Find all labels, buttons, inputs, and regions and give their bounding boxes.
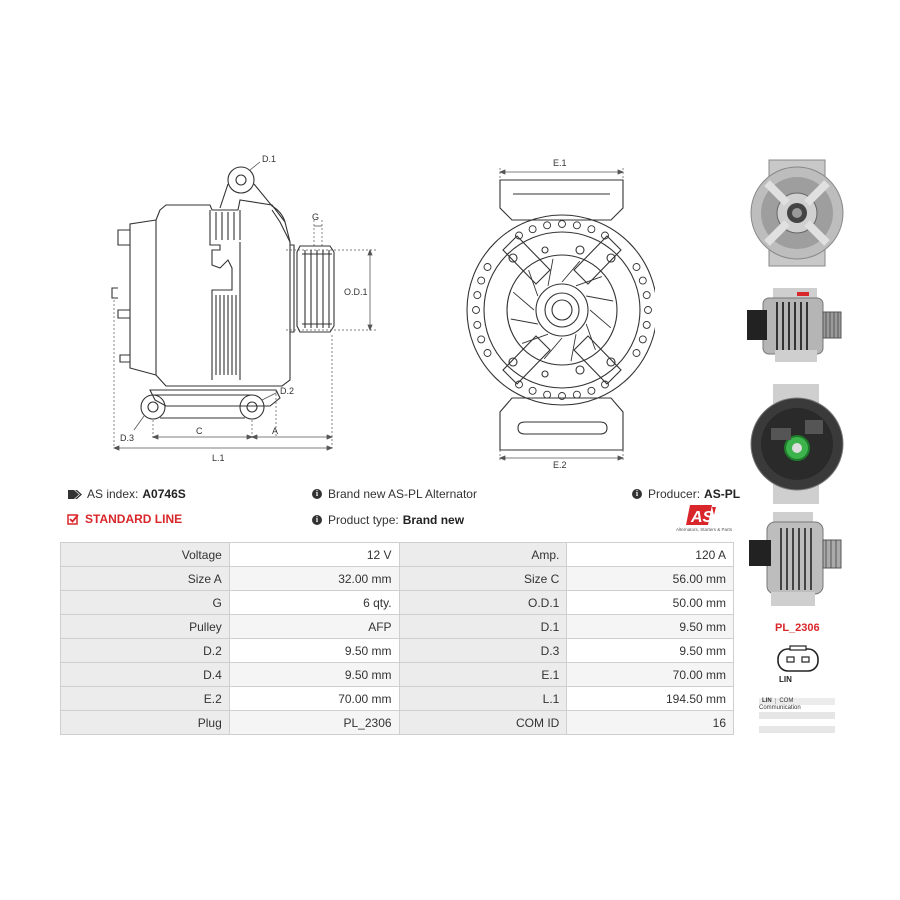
- vent-hole: [643, 321, 650, 328]
- com-text: COM Communication: [759, 698, 801, 711]
- vent-hole: [588, 387, 595, 394]
- spec-label: Pulley: [61, 615, 230, 639]
- table-row: [61, 663, 734, 687]
- spec-value: AFP: [229, 615, 399, 639]
- vent-hole: [478, 336, 485, 343]
- spec-value: 16: [567, 711, 734, 735]
- spec-label: Size C: [399, 567, 567, 591]
- spec-value: 194.50 mm: [567, 687, 734, 711]
- as-index-label: AS index:: [87, 487, 139, 501]
- vent-hole: [473, 307, 480, 314]
- dim-label-od1: O.D.1: [344, 287, 368, 297]
- vent-hole: [588, 226, 595, 233]
- standard-line-text: STANDARD LINE: [85, 512, 183, 526]
- spec-value: 6 qty.: [229, 591, 399, 615]
- fan-blade: [522, 334, 548, 343]
- spec-value: 70.00 mm: [567, 663, 734, 687]
- side-view-drawing: [100, 150, 380, 465]
- standard-line: [67, 512, 182, 526]
- product-type: [312, 513, 464, 527]
- fan-blade: [586, 296, 613, 301]
- as-logo-text: AS: [691, 509, 714, 526]
- vent-hole: [484, 264, 491, 271]
- table-row: [61, 567, 734, 591]
- spec-label: D.3: [399, 639, 567, 663]
- dim-label-l1: L.1: [212, 453, 225, 463]
- spec-value: 9.50 mm: [567, 615, 734, 639]
- as-index-value: A0746S: [142, 487, 186, 501]
- checkbox-icon: [67, 513, 79, 525]
- spec-label: Amp.: [399, 543, 567, 567]
- vent-hole: [645, 307, 652, 314]
- spec-value: 56.00 mm: [567, 567, 734, 591]
- fan-blade: [513, 292, 534, 310]
- spec-value: 120 A: [567, 543, 734, 567]
- spec-label: D.4: [61, 663, 230, 687]
- product-photo-angle: [747, 512, 847, 608]
- vent-hole: [639, 277, 646, 284]
- table-row: [61, 687, 734, 711]
- plug-connector-icon: [776, 645, 820, 675]
- vent-hole: [544, 222, 551, 229]
- spec-value: 12 V: [229, 543, 399, 567]
- front-view-drawing: [455, 150, 655, 470]
- vent-hole: [573, 391, 580, 398]
- spec-label: D.1: [399, 615, 567, 639]
- product-type-label: Product type:: [328, 513, 399, 527]
- as-index: [68, 487, 186, 501]
- vent-hole: [633, 264, 640, 271]
- brand-text: Brand new AS-PL Alternator: [328, 487, 477, 501]
- plug-name: PL_2306: [775, 622, 820, 634]
- fan-blade: [562, 261, 580, 282]
- vent-hole: [544, 391, 551, 398]
- fan-blade: [576, 277, 602, 286]
- plug-pin-label: LIN: [779, 675, 792, 684]
- info-icon: i: [632, 489, 642, 499]
- spec-value: PL_2306: [229, 711, 399, 735]
- fan-blade: [544, 338, 562, 359]
- com-row-1: [759, 698, 835, 711]
- dim-label-d3: D.3: [120, 433, 135, 443]
- info-icon: i: [312, 489, 322, 499]
- tag-icon: [68, 489, 82, 500]
- as-logo-mark: [668, 505, 738, 527]
- fan-blade: [590, 310, 611, 328]
- spec-value: 9.50 mm: [229, 663, 399, 687]
- vent-hole: [484, 350, 491, 357]
- spec-label: Voltage: [61, 543, 230, 567]
- spec-label: L.1: [399, 687, 567, 711]
- spec-label: E.2: [61, 687, 230, 711]
- com-row-2: [759, 712, 835, 719]
- spec-value: 70.00 mm: [229, 687, 399, 711]
- vent-hole: [633, 350, 640, 357]
- fan-blade: [548, 259, 553, 286]
- com-code: LIN: [759, 698, 776, 704]
- vent-hole: [559, 221, 566, 228]
- vent-hole: [573, 222, 580, 229]
- spec-value: 9.50 mm: [229, 639, 399, 663]
- table-row: [61, 711, 734, 735]
- vent-hole: [529, 387, 536, 394]
- product-photo-back: [747, 384, 847, 506]
- fan-blade: [571, 334, 576, 361]
- spec-label: G: [61, 591, 230, 615]
- spec-label: E.1: [399, 663, 567, 687]
- brand-info: [312, 487, 477, 501]
- table-row: [61, 543, 734, 567]
- as-logo-tagline: Alternators, Starters & Parts: [675, 527, 733, 532]
- com-row-3: [759, 726, 835, 733]
- vent-hole: [474, 292, 481, 299]
- dim-label-c: C: [196, 426, 203, 436]
- dim-label-d2: D.2: [280, 386, 295, 396]
- vent-hole: [643, 292, 650, 299]
- spec-value: 32.00 mm: [229, 567, 399, 591]
- dim-label-e1: E.1: [553, 158, 567, 168]
- table-row: [61, 639, 734, 663]
- producer-value: AS-PL: [704, 487, 741, 501]
- dim-label-a: A: [272, 426, 279, 436]
- info-icon: i: [312, 515, 322, 525]
- table-row: [61, 591, 734, 615]
- spec-value: 50.00 mm: [567, 591, 734, 615]
- vent-hole: [639, 336, 646, 343]
- product-type-value: Brand new: [402, 513, 465, 527]
- table-row: [61, 615, 734, 639]
- producer: [632, 487, 740, 501]
- vent-hole: [529, 226, 536, 233]
- product-photo-side: [747, 286, 847, 364]
- dim-label-e2: E.2: [553, 460, 567, 470]
- fan-blade: [511, 319, 538, 324]
- vent-hole: [474, 321, 481, 328]
- as-logo: [668, 505, 738, 535]
- vent-hole: [478, 277, 485, 284]
- spec-label: Plug: [61, 711, 230, 735]
- spec-label: Size A: [61, 567, 230, 591]
- product-photo-front: [747, 158, 847, 268]
- spec-label: D.2: [61, 639, 230, 663]
- spec-label: O.D.1: [399, 591, 567, 615]
- dim-label-g: G: [312, 212, 320, 222]
- dim-label-d1: D.1: [262, 154, 277, 164]
- spec-value: 9.50 mm: [567, 639, 734, 663]
- spec-table: [60, 542, 734, 735]
- spec-label: COM ID: [399, 711, 567, 735]
- producer-label: Producer:: [648, 487, 701, 501]
